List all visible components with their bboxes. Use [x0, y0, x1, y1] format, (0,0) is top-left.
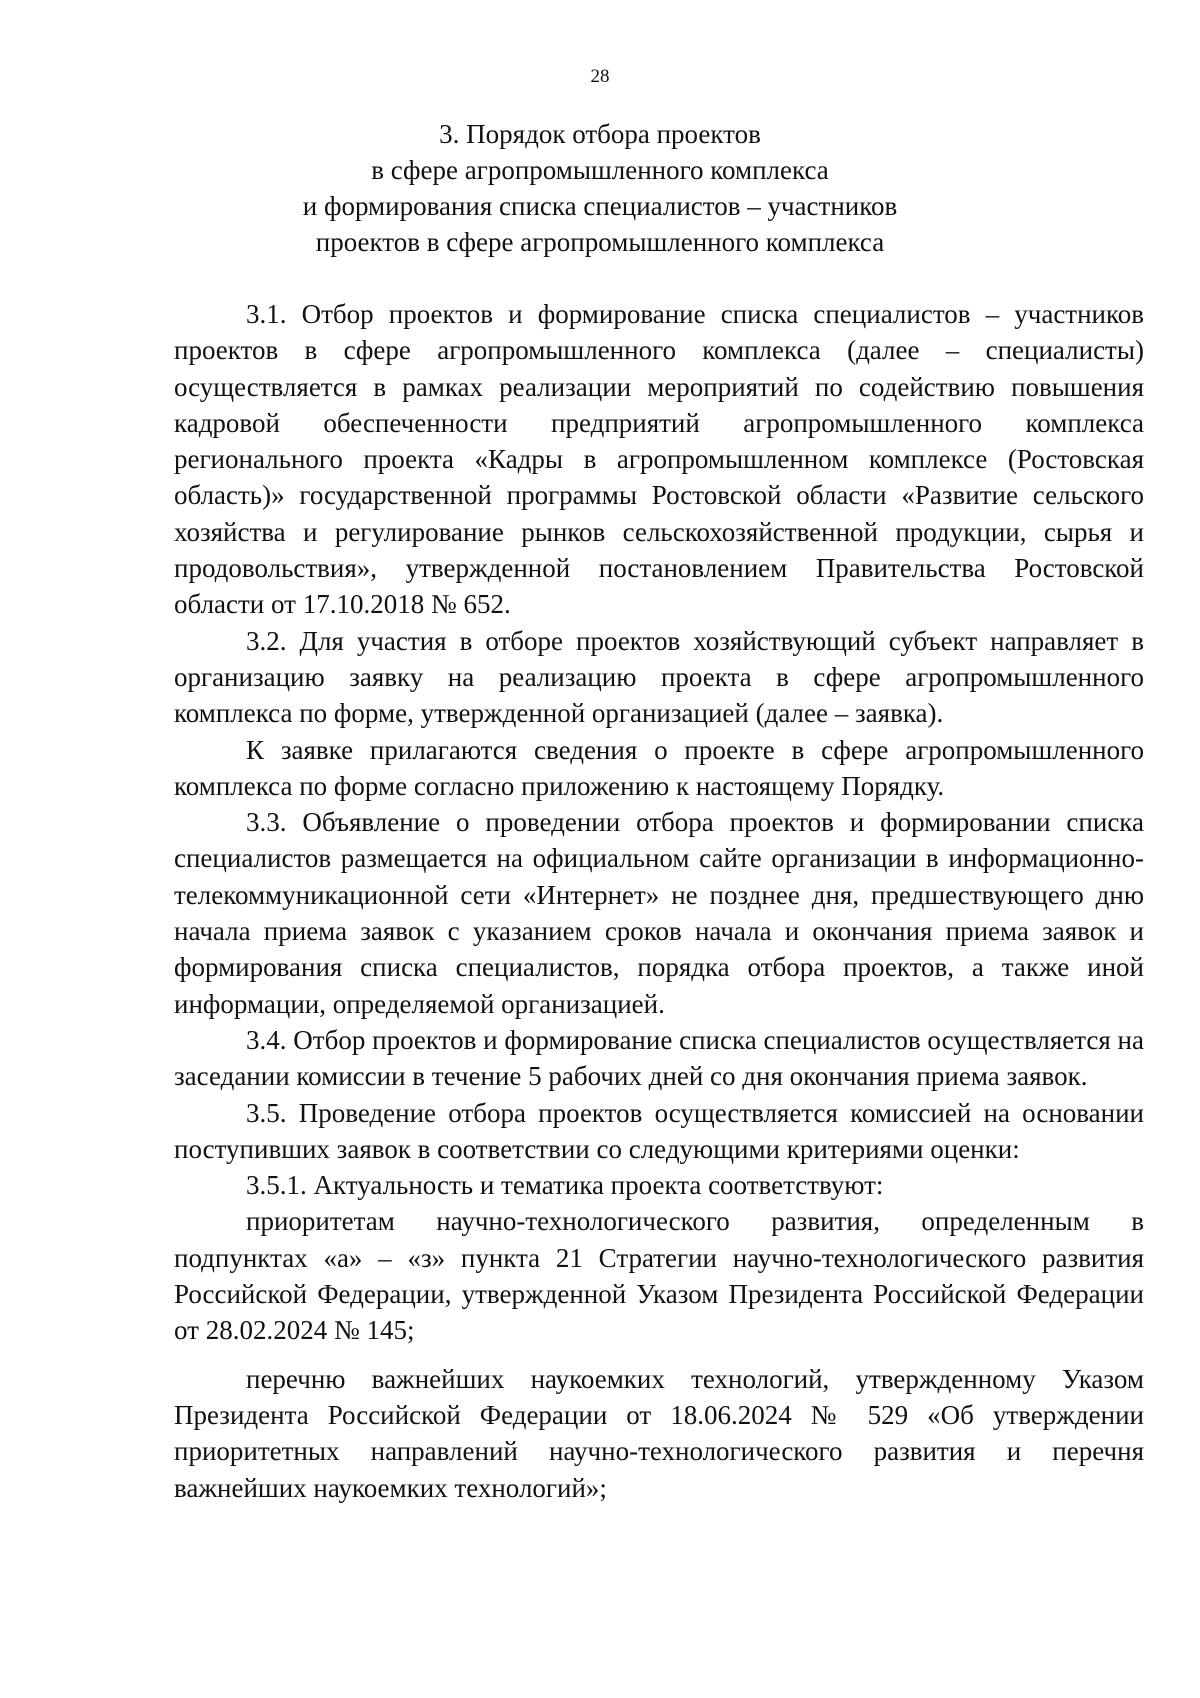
- paragraph-3-2: 3.2. Для участия в отборе проектов хозяйствующий субъект направляет в организацию заявку на реализацию проекта в сфере агропромышленного комплекса по форме, утвержденной организацией (далее – заявка).: [174, 625, 1144, 729]
- section-heading: [150, 116, 1050, 260]
- heading-line-1: 3. Порядок отбора проектов: [439, 119, 761, 149]
- paragraph-priorities: приоритетам научно-технологического развития, определенным в подпунктах «а» – «з» пункта 21 Стратегии научно-технологического развития Российской Федерации, утвержденной Указом Президента Российской Федерации от 28.02.2024 № 145;: [174, 1206, 1144, 1346]
- heading-line-2: в сфере агропромышленного комплекса: [371, 155, 829, 185]
- paragraph-3-3: 3.3. Объявление о проведении отбора проектов и формировании списка специалистов размещается на официальном сайте организации в информационно-телекоммуникационной сети «Интернет» не позднее дня, предшествующего дню начала приема заявок с указанием сроков начала и окончания приема заявок и формирования списка специалистов, порядка отбора проектов, а также иной информации, определяемой организацией.: [174, 807, 1144, 1019]
- heading-line-3: и формирования списка специалистов – участников: [302, 191, 898, 221]
- paragraph-3-1: 3.1. Отбор проектов и формирование списка специалистов – участников проектов в сфере агропромышленного комплекса (далее – специалисты) осуществляется в рамках реализации мероприятий по содействию повышения кадровой обеспеченности предприятий агропромышленного комплекса регионального проекта «Кадры в агропромышленном комплексе (Ростовская область)» государственной программы Ростовской области «Развитие сельского хозяйства и регулирование рынков сельскохозяйственной продукции, сырья и продовольствия», утвержденной постановлением Правительства Ростовской области от 17.10.2018 № 652.: [174, 299, 1144, 620]
- paragraph-3-5: 3.5. Проведение отбора проектов осуществляется комиссией на основании поступивших заявок в соответствии со следующими критериями оценки:: [174, 1097, 1144, 1164]
- paragraph-3-4: 3.4. Отбор проектов и формирование списка специалистов осуществляется на заседании комиссии в течение 5 рабочих дней со дня окончания приема заявок.: [174, 1024, 1144, 1092]
- heading-line-4: проектов в сфере агропромышленного комплекса: [315, 227, 885, 257]
- page-number: 28: [590, 66, 610, 87]
- paragraph-technologies-list: перечню важнейших наукоемких технологий, утвержденному Указом Президента Российской Федерации от 18.06.2024 № 529 «Об утверждении приоритетных направлений научно-технологического развития и перечня важнейших наукоемких технологий»;: [174, 1363, 1144, 1503]
- document-body: [174, 296, 1144, 1506]
- paragraph-3-5-1: 3.5.1. Актуальность и тематика проекта соответствуют:: [246, 1170, 884, 1201]
- paragraph-attachment: К заявке прилагаются сведения о проекте в сфере агропромышленного комплекса по форме согласно приложению к настоящему Порядку.: [174, 734, 1144, 801]
